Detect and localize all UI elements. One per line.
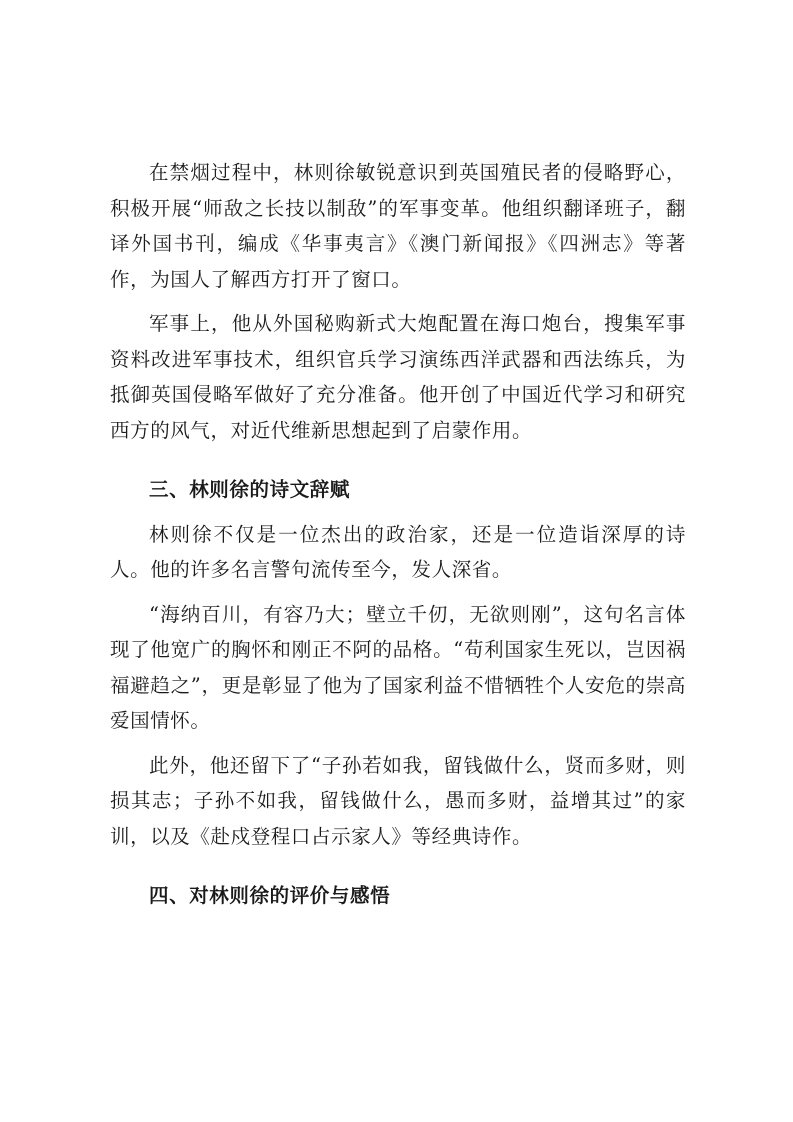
paragraph-poet-intro: 林则徐不仅是一位杰出的政治家，还是一位造诣深厚的诗人。他的许多名言警句流传至今，发人深省。: [110, 522, 686, 581]
paragraph-military-reform: 军事上，他从外国秘购新式大炮配置在海口炮台，搜集军事资料改进军事技术，组织官兵学习演练西洋武器和西法练兵，为抵御英国侵略军做好了充分准备。他开创了中国近代学习和研究西方的风气，对近代维新思想起到了启蒙作用。: [110, 312, 686, 442]
document-page: [110, 155, 686, 914]
paragraph-family-motto: 此外，他还留下了“子孙若如我，留钱做什么，贤而多财，则损其志；子孙不如我，留钱做什么，愚而多财，益增其过”的家训，以及《赴戍登程口占示家人》等经典诗作。: [110, 753, 686, 848]
section-heading-poetry: 三、林则徐的诗文辞赋: [149, 478, 351, 501]
section-heading-evaluation: 四、对林则徐的评价与感悟: [149, 884, 391, 907]
paragraph-anti-opium-translation: 在禁烟过程中，林则徐敏锐意识到英国殖民者的侵略野心，积极开展“师敌之长技以制敌”的军事变革。他组织翻译班子，翻译外国书刊，编成《华事夷言》《澳门新闻报》《四洲志》等著作，为国人了解西方打开了窗口。: [110, 161, 686, 291]
paragraph-famous-quotes: “海纳百川，有容乃大；壁立千仞，无欲则刚”，这句名言体现了他宽广的胸怀和刚正不阿的品格。“苟利国家生死以，岂因祸福避趋之”，更是彰显了他为了国家利益不惜牺牲个人安危的崇高爱国情怀。: [110, 602, 686, 732]
